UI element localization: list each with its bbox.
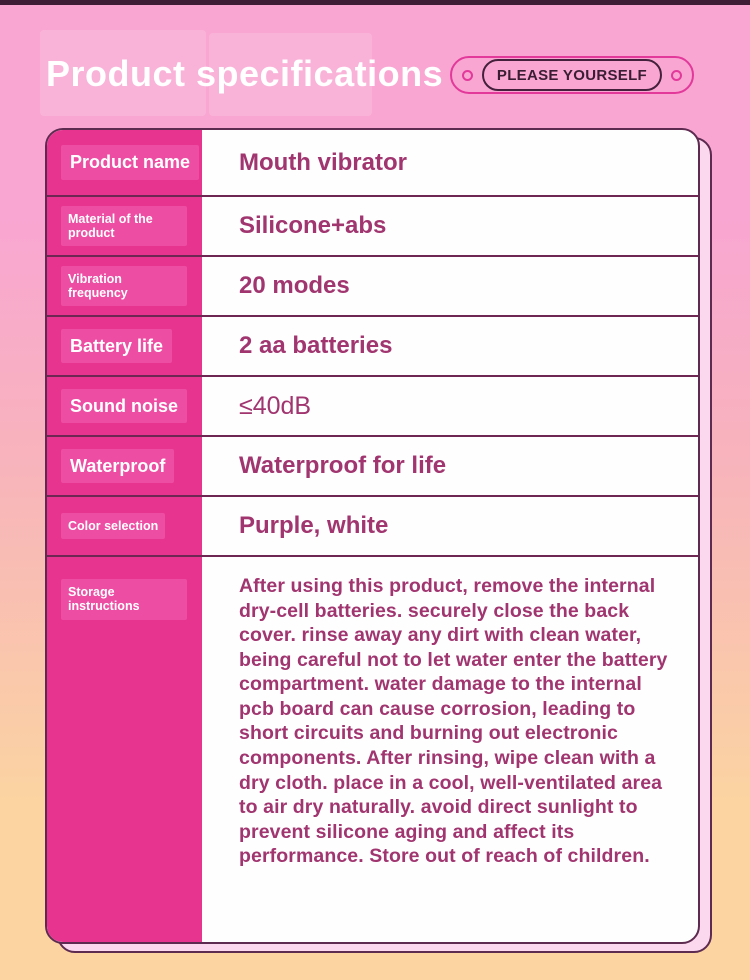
spec-value: Mouth vibrator [239, 148, 407, 176]
spec-value: Waterproof for life [239, 452, 447, 479]
spec-label: Vibration frequency [61, 266, 187, 307]
spec-row [47, 197, 698, 257]
spec-label: Battery life [61, 329, 172, 364]
spec-value: 2 aa batteries [239, 332, 393, 359]
spec-label: Product name [61, 145, 199, 180]
spec-value-cell [202, 557, 698, 942]
spec-value: Purple, white [239, 512, 389, 539]
top-accent-bar [0, 0, 750, 5]
spec-table [45, 128, 700, 944]
spec-label: Waterproof [61, 449, 174, 484]
spec-value-cell [202, 317, 698, 375]
spec-label-cell [47, 437, 202, 495]
spec-value-cell [202, 437, 698, 495]
spec-row [47, 257, 698, 317]
spec-label-cell [47, 317, 202, 375]
spec-row [47, 437, 698, 497]
spec-value-cell [202, 197, 698, 255]
spec-value: ≤40dB [239, 391, 312, 420]
spec-card-wrapper [45, 128, 700, 944]
spec-value-cell [202, 257, 698, 315]
badge-dot-left-icon [462, 70, 473, 81]
spec-row [47, 317, 698, 377]
spec-row [47, 557, 698, 942]
spec-row [47, 130, 698, 197]
spec-label: Sound noise [61, 389, 187, 424]
spec-value-cell [202, 130, 698, 195]
spec-label-cell [47, 497, 202, 555]
spec-row [47, 377, 698, 437]
spec-label: Material of the product [61, 206, 187, 247]
spec-label: Storage instructions [61, 579, 187, 620]
spec-label-cell [47, 557, 202, 942]
spec-row [47, 497, 698, 557]
badge-label: PLEASE YOURSELF [482, 59, 662, 91]
spec-value: 20 modes [239, 272, 350, 299]
please-yourself-badge [450, 56, 694, 94]
spec-value: After using this product, remove the internal dry-cell batteries. securely close the back cover. rinse away any dirt with clean water, being careful not to let water enter the battery compartment. water damage to the internal pcb board can cause corrosion, leading to short circuits and burning out electronic components. After rinsing, wipe clean with a dry cloth. place in a cool, well-ventilated area to air dry naturally. avoid direct sunlight to prevent silicone aging and affect its performance. Store out of reach of children. [239, 575, 668, 868]
page-title: Product specifications [46, 53, 444, 94]
spec-label: Color selection [61, 513, 165, 539]
spec-label-cell [47, 257, 202, 315]
spec-value-cell [202, 377, 698, 435]
spec-label-cell [47, 130, 202, 195]
badge-dot-right-icon [671, 70, 682, 81]
spec-value-cell [202, 497, 698, 555]
spec-label-cell [47, 197, 202, 255]
spec-label-cell [47, 377, 202, 435]
spec-value: Silicone+abs [239, 212, 387, 239]
